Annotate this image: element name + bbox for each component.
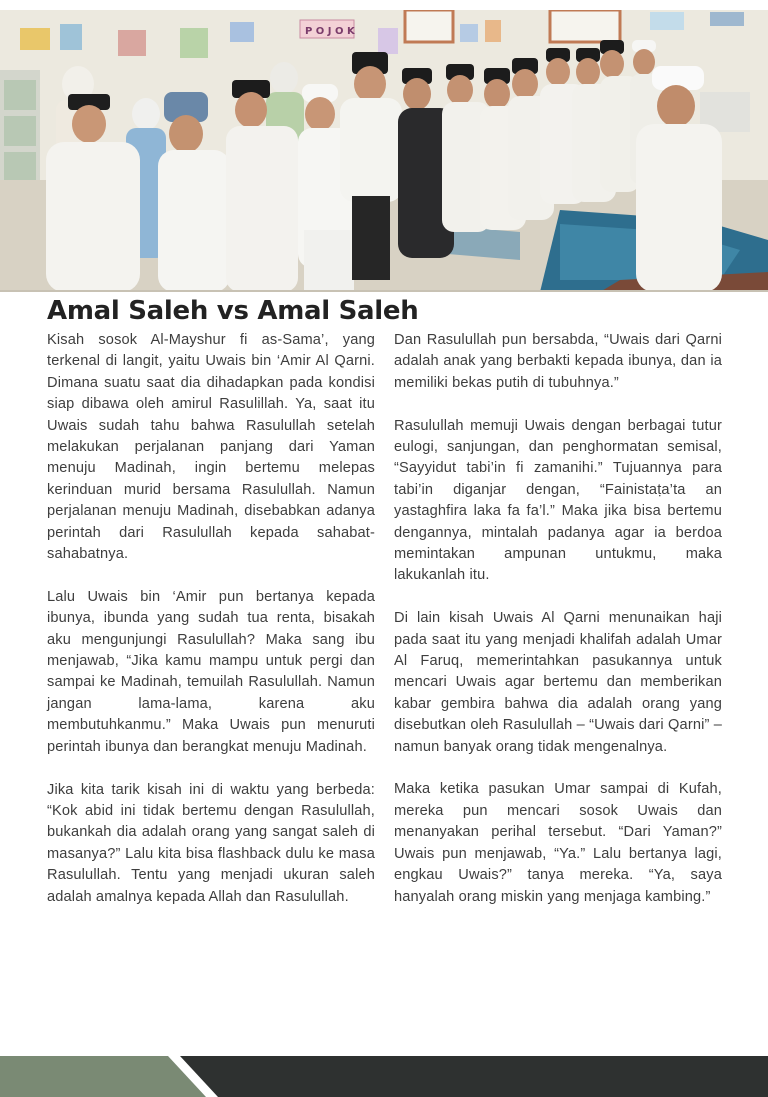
paragraph: Di lain kisah Uwais Al Qarni menunaikan haji pada saat itu yang menjadi khalifah adalah Umar Al Faruq, memerintahkan pasukannya untuk mencari Uwais agar bertemu dan memberikan kabar gembira bahwa dia adalah orang yang disebutkan oleh Rasulullah – “Uwais dari Qarni” – namun banyak orang tidak mengenalnya. [394,610,722,755]
paragraph: Maka ketika pasukan Umar sampai di Kufah, mereka pun mencari sosok Uwais dan menanyakan perihal tersebut. “Dari Yaman?” Uwais pun menjawab, “Ya.” Lalu bertanya lagi, engkau Uwais?” tanya mereka. “Ya, saya hanyalah orang miskin yang menjaga kambing.” [394,781,722,905]
paragraph: Lalu Uwais bin ‘Amir pun bertanya kepada ibunya, ibunda yang sudah tua renta, bisakah aku mengunjungi Rasulullah? Maka sang ibu menjawab, “Jika kamu mampu untuk pergi dan sampai ke Madinah, temuilah Rasulullah. Namun jangan lama-lama, karena aku membutuhkanmu.” Maka Uwais pun menuruti perintah ibunya dan berangkat menuju Madinah. [47,588,375,755]
footer-band-dark [180,1056,768,1097]
classroom-prayer-illustration [0,10,768,292]
paragraph: Dan Rasulullah pun bersabda, “Uwais dari Qarni adalah anak yang berbakti kepada ibunya, dan ia memiliki bekas putih di tubuhnya.” [394,332,722,391]
paragraph: Kisah sosok Al-Mayshur fi as-Sama’, yang terkenal di langit, yaitu Uwais bin ‘Amir Al Qarni. Dimana suatu saat dia dihadapkan pada kondisi siap dibawa oleh amirul Rasulillah. Ya, saat itu Uwais sudah tahu bahwa Rasulullah setelah melakukan perjalanan panjang dari Yaman menuju Madinah, ingin bertemu melepas kerinduan murid bersama Rasulullah. Namun perjalanan menuju Madinah, disebabkan adanya perintah dari Rasulullah kepada sahabat-sahabatnya. [47,332,375,563]
classroom-sign: P O J O K [305,26,355,37]
article-column-right [394,330,722,929]
paragraph: Jika kita tarik kisah ini di waktu yang berbeda: “Kok abid ini tidak bertemu dengan Rasulullah, bukankah dia adalah orang yang sangat saleh di masanya?” Lalu kita bisa flashback dulu ke masa Rasulullah. Tentu yang menjadi ukuran saleh adalah amalnya kepada Allah dan Rasulullah. [47,781,375,905]
header-photo [0,10,768,292]
paragraph: Rasulullah memuji Uwais dengan berbagai tutur eulogi, sanjungan, dan penghormatan semisal, “Sayyidut tabi’in fi zamanihi.” Tujuannya para tabi’in diganjar dengan, “Fainistaṭa’ta an yastaghfira laka fa fa’l.” Maka jika bisa bertemu dengannya, mintalah padanya agar ia berdoa memintakan ampunan untukmu, maka lakukanlah itu. [394,417,722,584]
article-title: Amal Saleh vs Amal Saleh [47,296,419,326]
article-column-left [47,330,375,929]
